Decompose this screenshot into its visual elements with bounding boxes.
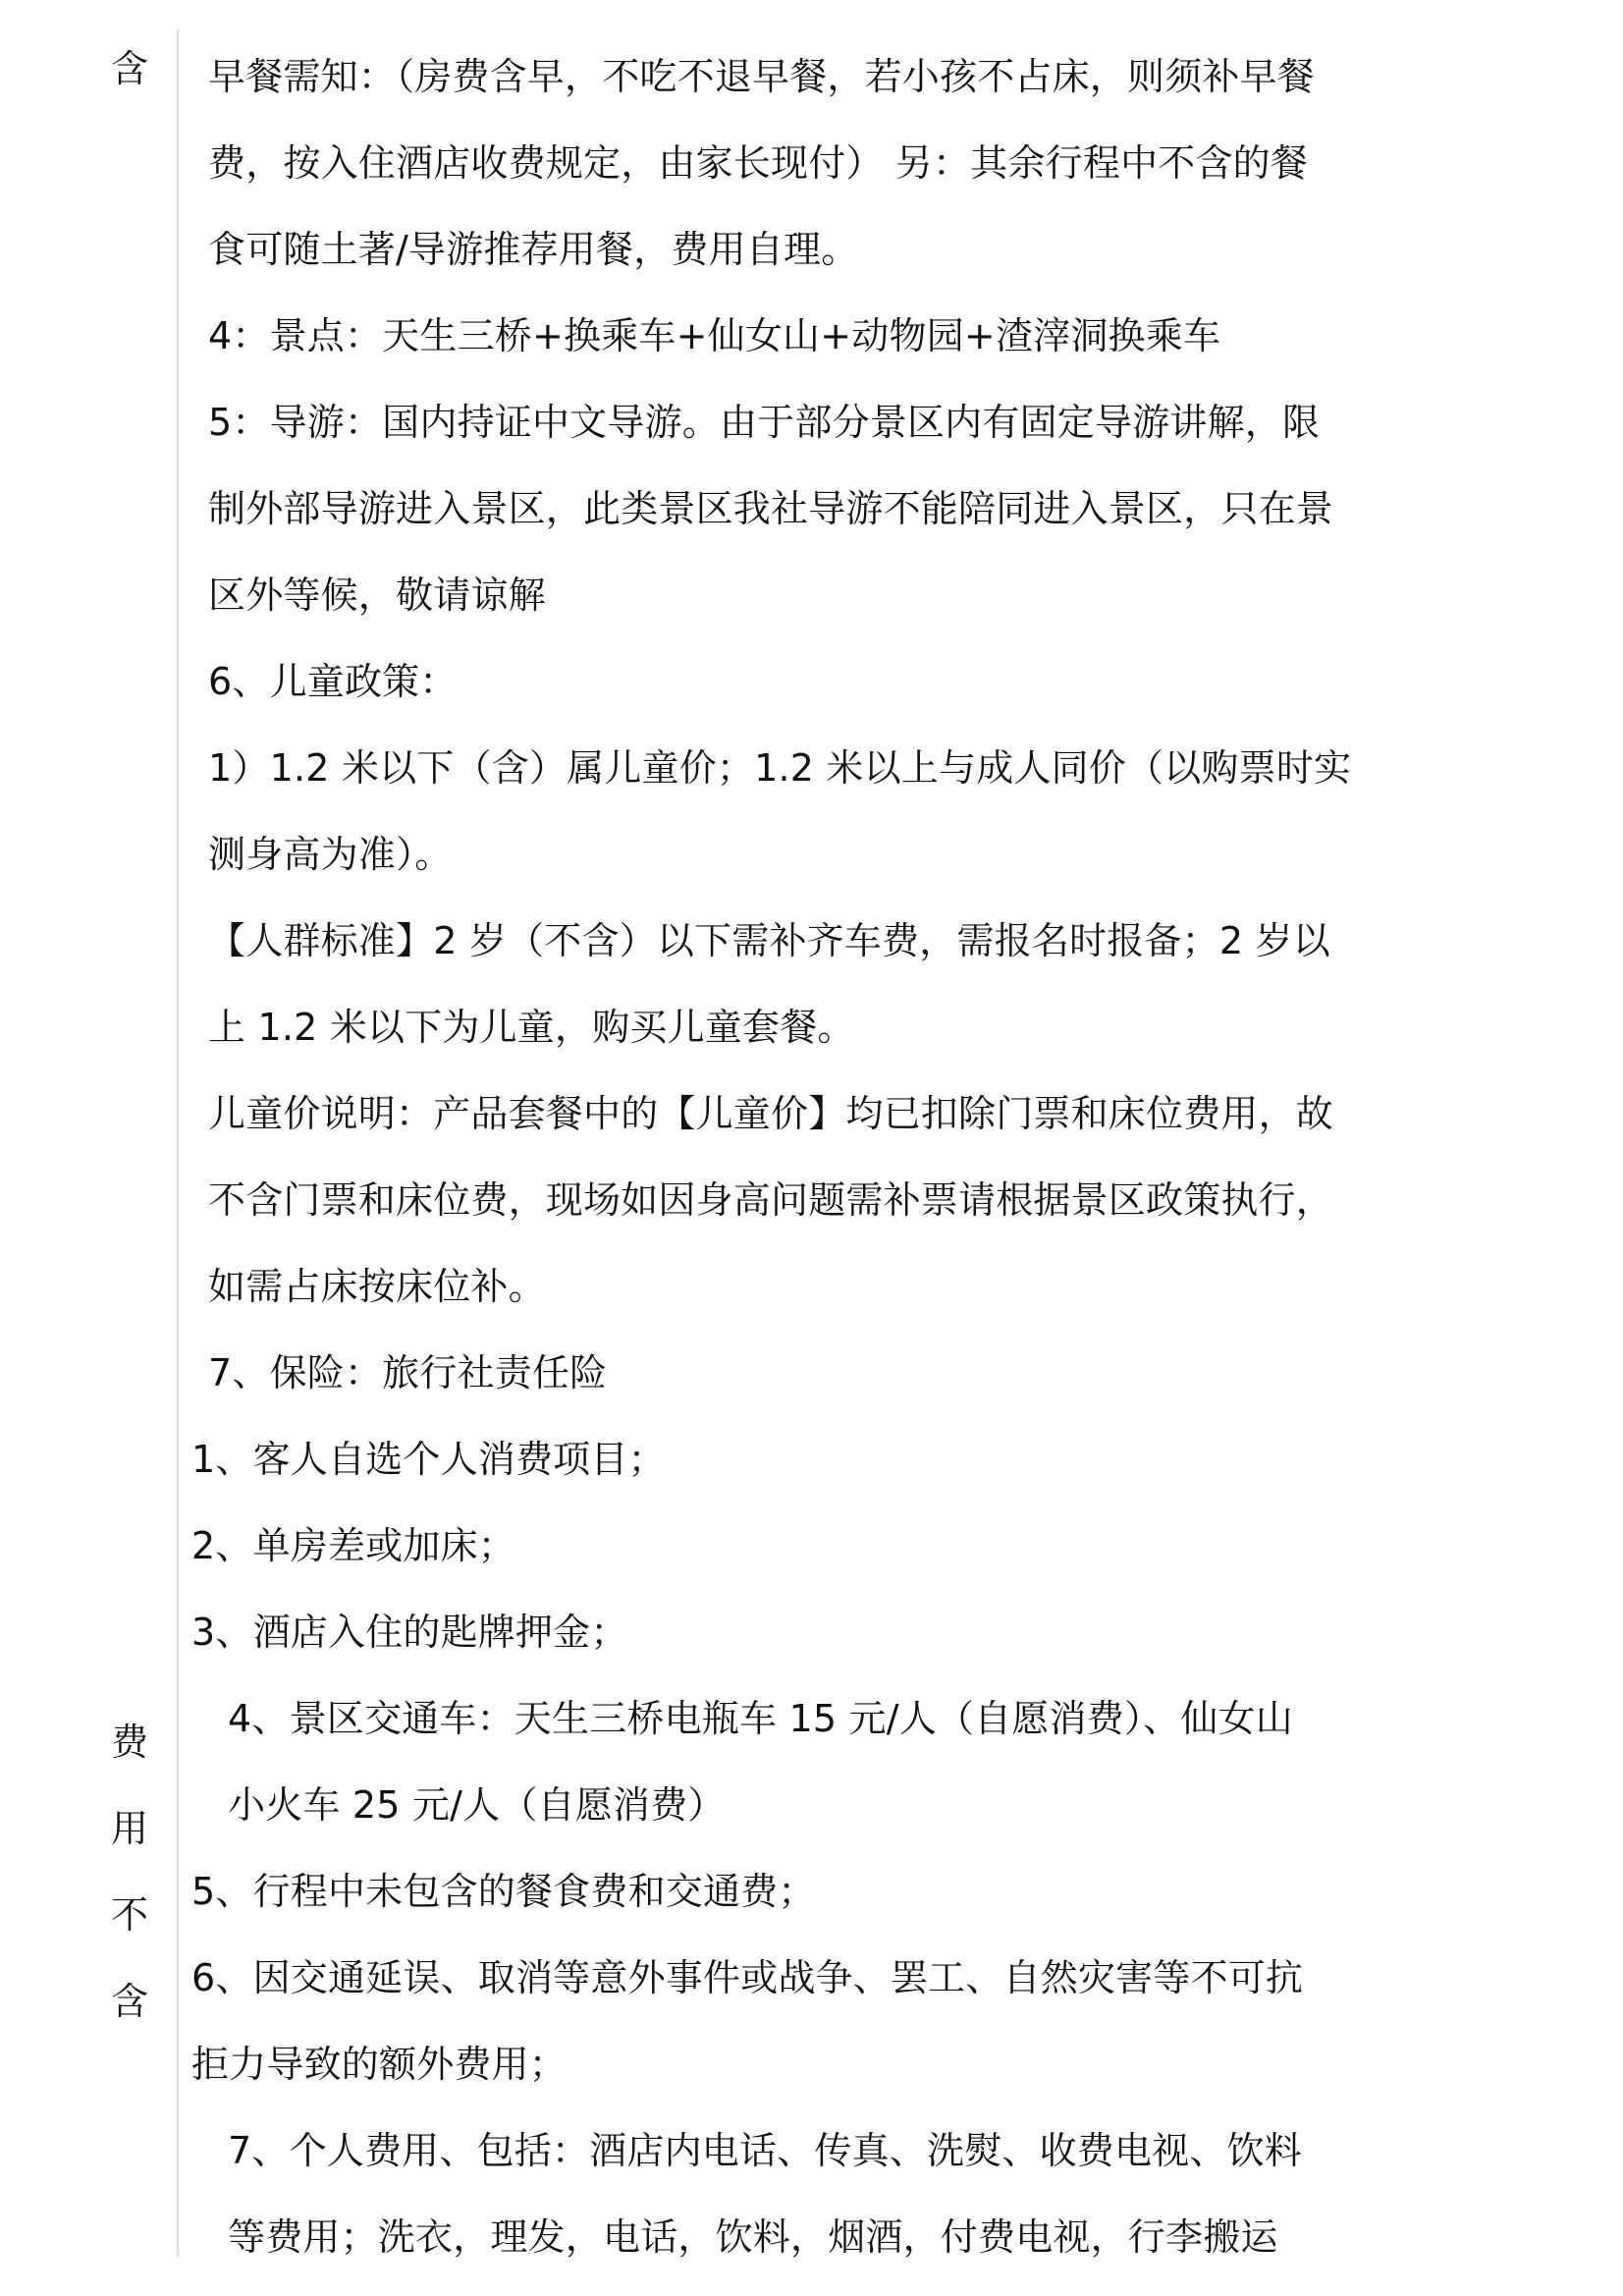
included-line: 如需占床按床位补。 <box>208 1265 546 1308</box>
included-line: 1）1.2 米以下（含）属儿童价；1.2 米以上与成人同价（以购票时实 <box>208 746 1352 790</box>
side-label-excluded-char: 不 <box>110 1893 148 1937</box>
side-label-included-char: 含 <box>110 47 148 90</box>
excluded-line: 4、景区交通车：天生三桥电瓶车 15 元/人（自愿消费）、仙女山 <box>228 1697 1293 1740</box>
excluded-section <box>187 1416 1542 2280</box>
excluded-line: 5、行程中未包含的餐食费和交通费； <box>191 1870 816 1913</box>
excluded-line: 小火车 25 元/人（自愿消费） <box>228 1783 726 1827</box>
excluded-line: 1、客人自选个人消费项目； <box>191 1438 666 1481</box>
included-line: 7、保险：旅行社责任险 <box>208 1351 608 1394</box>
included-line: 食可随土著/导游推荐用餐，费用自理。 <box>208 228 859 271</box>
excluded-line: 等费用；洗衣，理发，电话，饮料，烟酒，付费电视，行李搬运 <box>228 2215 1278 2259</box>
content-column <box>187 33 1542 2280</box>
excluded-line: 6、因交通延误、取消等意外事件或战争、罢工、自然灾害等不可抗 <box>191 1956 1304 1999</box>
included-line: 不含门票和床位费，现场如因身高问题需补票请根据景区政策执行， <box>208 1178 1334 1222</box>
side-label-excluded <box>106 1699 153 2045</box>
included-line: 上 1.2 米以下为儿童，购买儿童套餐。 <box>208 1006 855 1049</box>
excluded-line: 7、个人费用、包括：酒店内电话、传真、洗熨、收费电视、饮料 <box>228 2129 1302 2172</box>
side-label-excluded-char: 费 <box>110 1721 148 1764</box>
included-line: 制外部导游进入景区，此类景区我社导游不能陪同进入景区，只在景 <box>208 487 1334 530</box>
included-line: 区外等候，敬请谅解 <box>208 574 546 617</box>
included-line: 费，按入住酒店收费规定，由家长现付） 另：其余行程中不含的餐 <box>208 141 1309 185</box>
side-label-excluded-char: 含 <box>110 1980 148 2023</box>
included-line: 早餐需知：（房费含早，不吃不退早餐，若小孩不占床，则须补早餐 <box>208 55 1316 98</box>
included-section <box>187 33 1542 1416</box>
side-label-included <box>106 26 153 112</box>
included-line: 6、儿童政策： <box>208 660 458 703</box>
excluded-line: 3、酒店入住的匙牌押金； <box>191 1611 628 1654</box>
column-divider <box>177 29 179 2257</box>
included-line: 儿童价说明：产品套餐中的【儿童价】均已扣除门票和床位费用，故 <box>208 1092 1334 1135</box>
excluded-line: 拒力导致的额外费用； <box>191 2043 568 2086</box>
included-line: 测身高为准）。 <box>208 833 453 876</box>
included-line: 4：景点：天生三桥+换乘车+仙女山+动物园+渣滓洞换乘车 <box>208 314 1221 357</box>
included-line: 【人群标准】2 岁（不含）以下需补齐车费，需报名时报备；2 岁以 <box>208 919 1330 962</box>
side-label-excluded-char: 用 <box>110 1807 148 1850</box>
included-line: 5：导游：国内持证中文导游。由于部分景区内有固定导游讲解，限 <box>208 401 1321 444</box>
excluded-line: 2、单房差或加床； <box>191 1524 515 1567</box>
